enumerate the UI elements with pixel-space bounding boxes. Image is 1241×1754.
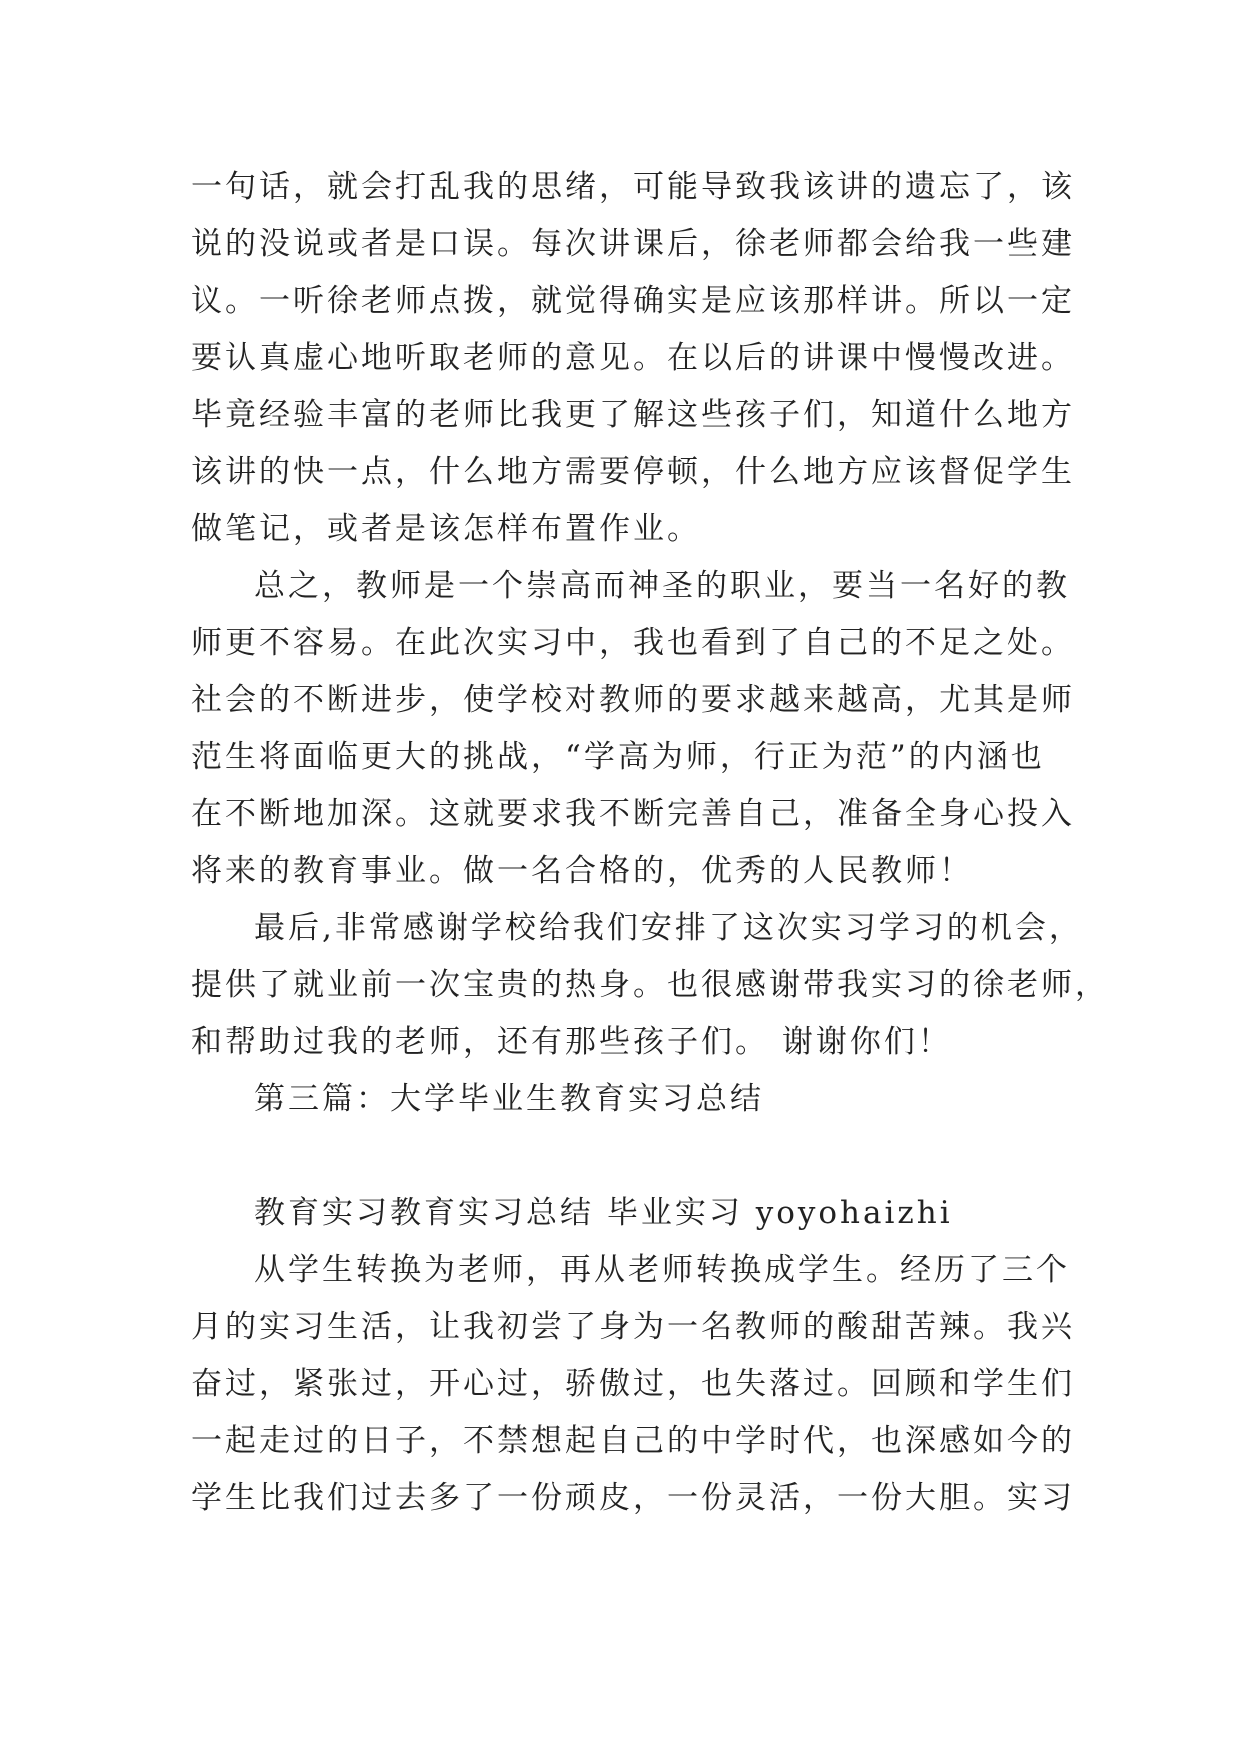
text-line: 提供了就业前一次宝贵的热身。也很感谢带我实习的徐老师， [191,967,1109,1003]
text-line: 奋过，紧张过，开心过，骄傲过，也失落过。回顾和学生们 [191,1366,1075,1402]
text-line: 社会的不断进步，使学校对教师的要求越来越高，尤其是师 [191,682,1075,718]
text-line: 和帮助过我的老师，还有那些孩子们。 谢谢你们！ [191,1024,952,1060]
text-line: 在不断地加深。这就要求我不断完善自己，准备全身心投入 [191,796,1075,832]
subheading: 教育实习教育实习总结 毕业实习 yoyohaizhi [254,1195,953,1231]
text-line: 要认真虚心地听取老师的意见。在以后的讲课中慢慢改进。 [191,340,1075,376]
text-line: 师更不容易。在此次实习中，我也看到了自己的不足之处。 [191,625,1075,661]
text-line: 范生将面临更大的挑战，“学高为师，行正为范”的内涵也 [191,739,1045,775]
text-line: 说的没说或者是口误。每次讲课后，徐老师都会给我一些建 [191,226,1075,262]
text-line: 学生比我们过去多了一份顽皮，一份灵活，一份大胆。实习 [191,1480,1075,1516]
text-line: 议。一听徐老师点拨，就觉得确实是应该那样讲。所以一定 [191,283,1075,319]
text-line: 做笔记，或者是该怎样布置作业。 [191,511,701,547]
section-heading: 第三篇：大学毕业生教育实习总结 [254,1081,764,1117]
text-line: 将来的教育事业。做一名合格的，优秀的人民教师！ [191,853,973,889]
paragraph-first-line: 总之，教师是一个崇高而神圣的职业，要当一名好的教 [254,568,1070,604]
text-line: 该讲的快一点，什么地方需要停顿，什么地方应该督促学生 [191,454,1075,490]
text-line: 一起走过的日子，不禁想起自己的中学时代，也深感如今的 [191,1423,1075,1459]
text-line: 一句话，就会打乱我的思绪，可能导致我该讲的遗忘了，该 [191,169,1075,205]
paragraph-first-line: 最后,非常感谢学校给我们安排了这次实习学习的机会， [254,910,1083,946]
text-line: 月的实习生活，让我初尝了身为一名教师的酸甜苦辣。我兴 [191,1309,1075,1345]
paragraph-first-line: 从学生转换为老师，再从老师转换成学生。经历了三个 [254,1252,1070,1288]
text-line: 毕竟经验丰富的老师比我更了解这些孩子们，知道什么地方 [191,397,1075,433]
